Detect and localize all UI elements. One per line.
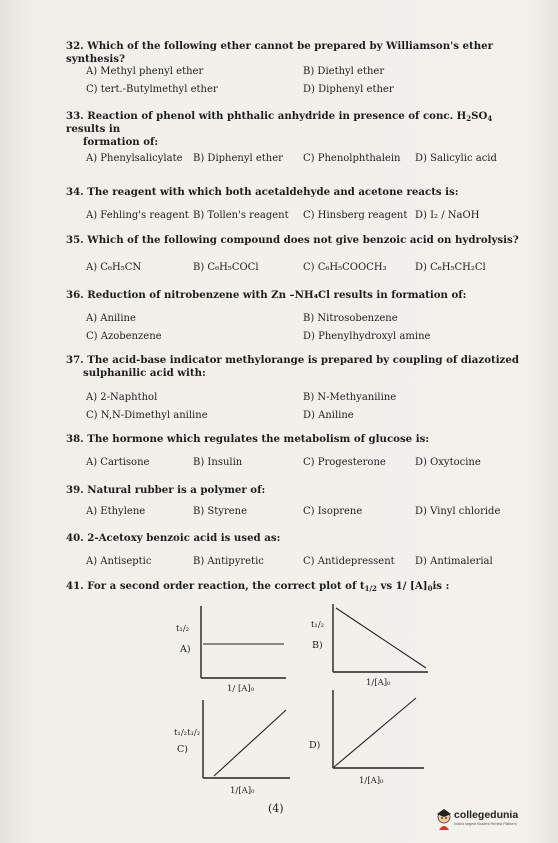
question-text: Which of the following ether cannot be prepared by Williamson's ether synthesis? [66,40,493,65]
plot-c-ylabel: t₁/₂t₁/₂ [174,728,201,738]
question-text: sulphanilic acid with: [83,367,206,379]
option-a: A) C₆H₅CN [86,262,142,273]
option-d: D) Vinyl chloride [415,506,501,517]
option-b: B) C₆H₅COCl [193,262,259,273]
plot-b-xlabel: 1/[A]₀ [366,678,391,688]
question-number: 34. [66,186,84,198]
option-a: A) Methyl phenyl ether [86,66,204,77]
plot-c [200,700,292,782]
question-number: 39. [66,484,84,496]
plot-c-label: C) [177,744,188,755]
option-a: A) Fehling's reagent [86,210,189,221]
option-a: A) Ethylene [86,506,146,517]
plot-b [330,604,430,676]
option-c: C) N,N-Dimethyl aniline [86,410,208,421]
question-35 [66,234,534,247]
plot-d-label: D) [309,740,321,751]
option-a: A) Phenylsalicylate [86,153,183,164]
plot-c-graph [200,700,292,782]
question-number: 41. [66,580,84,592]
option-b: B) Diethyl ether [303,66,385,77]
question-number: 40. [66,532,84,544]
option-d: D) C₆H₅CH₂Cl [415,262,486,273]
question-text: vs 1/ [A] [376,580,428,592]
plot-c-xlabel: 1/[A]₀ [230,786,255,796]
plot-a-graph [198,606,288,682]
option-d: D) Salicylic acid [415,153,497,164]
question-text: Reduction of nitrobenzene with Zn –NH₄Cl results in formation of: [87,289,467,301]
question-number: 33. [66,110,84,122]
plot-a-xlabel: 1/ [A]₀ [227,684,255,694]
question-text: SO [471,110,488,122]
plot-d-xlabel: 1/[A]₀ [359,776,384,786]
brand-name: collegedunia [454,809,519,821]
question-34 [66,186,534,199]
plot-b-label: B) [312,640,323,651]
option-c: C) Azobenzene [86,331,162,342]
question-38 [66,433,534,446]
option-a: A) Aniline [86,313,136,324]
option-c: C) Progesterone [303,457,386,468]
option-d: D) Antimalerial [415,556,493,567]
plot-d-line [334,698,416,767]
option-d: D) Diphenyl ether [303,84,394,95]
option-d: D) Oxytocine [415,457,481,468]
option-c: C) Antidepressent [303,556,395,567]
question-text: The reagent with which both acetaldehyde and acetone reacts is: [87,186,459,198]
collegedunia-watermark [436,808,519,834]
question-text: results in [66,123,121,135]
brand-tagline: India's largest Student Review Platform [454,822,517,826]
option-a: A) 2-Naphthol [86,392,158,403]
subscript: 2 [466,114,472,123]
question-text: formation of: [83,136,159,148]
question-text: 2-Acetoxy benzoic acid is used as: [87,532,281,544]
subscript: 1/2 [364,584,377,593]
subscript: 4 [487,114,493,123]
plot-b-graph [330,604,430,676]
option-d: D) I₂ / NaOH [415,210,480,221]
student-logo-icon [436,808,452,830]
option-b: B) Styrene [193,506,248,517]
option-b: B) Insulin [193,457,243,468]
plot-d-graph [330,690,426,772]
question-33 [66,110,534,149]
question-text: The hormone which regulates the metabolism of glucose is: [87,433,430,445]
question-41 [66,580,534,593]
question-number: 37. [66,354,84,366]
question-number: 32. [66,40,84,52]
option-b: B) Diphenyl ether [193,153,283,164]
option-b: B) Nitrosobenzene [303,313,398,324]
option-b: B) Tollen's reagent [193,210,289,221]
option-c: C) Hinsberg reagent [303,210,408,221]
question-number: 35. [66,234,84,246]
question-text: The acid-base indicator methylorange is prepared by coupling of diazotized [87,354,519,366]
question-text: is : [432,580,450,592]
option-b: B) Antipyretic [193,556,264,567]
question-number: 38. [66,433,84,445]
question-36 [66,289,534,302]
question-32 [66,40,534,66]
question-37 [66,354,534,380]
option-c: C) tert.-Butylmethyl ether [86,84,218,95]
option-a: A) Antiseptic [86,556,152,567]
subscript: 0 [427,584,433,593]
plot-b-ylabel: t₁/₂ [311,620,325,630]
question-text: Natural rubber is a polymer of: [87,484,266,496]
plot-a [198,606,288,682]
question-text: Which of the following compound does not give benzoic acid on hydrolysis? [87,234,519,246]
question-40 [66,532,534,545]
question-39 [66,484,534,497]
plot-a-ylabel: t₁/₂ [176,624,190,634]
question-text: For a second order reaction, the correct plot of t [87,580,365,592]
option-a: A) Cartisone [86,457,150,468]
plot-c-line [214,710,286,776]
option-c: C) Isoprene [303,506,363,517]
plot-a-label: A) [180,644,191,655]
option-c: C) C₆H₅COOCH₃ [303,262,387,273]
plot-b-line [336,608,426,668]
page-number: (4) [268,802,284,815]
plot-d [330,690,426,772]
question-number: 36. [66,289,84,301]
question-text: Reaction of phenol with phthalic anhydride in presence of conc. H [87,110,467,122]
option-d: D) Phenylhydroxyl amine [303,331,431,342]
option-c: C) Phenolphthalein [303,153,401,164]
option-d: D) Aniline [303,410,354,421]
option-b: B) N-Methyaniline [303,392,397,403]
